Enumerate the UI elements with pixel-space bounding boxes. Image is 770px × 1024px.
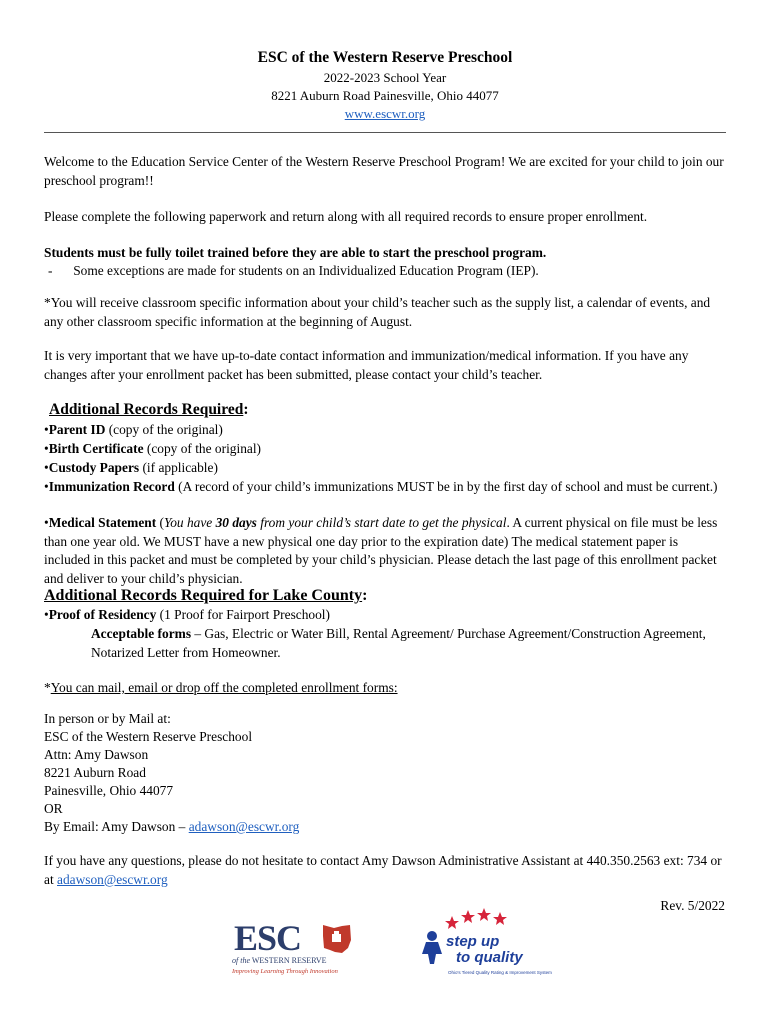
ohio-map-icon	[320, 922, 354, 956]
exception-dash: -	[48, 263, 53, 278]
questions-text: If you have any questions, please do not hesitate to contact Amy Dawson Administrative Assistant at 440.350.2563 ext: 734 or at	[44, 853, 722, 887]
list-item-medical	[44, 514, 726, 588]
divider	[44, 132, 726, 133]
list-item	[44, 421, 726, 440]
paren-open: (	[156, 515, 164, 530]
list-item	[44, 440, 726, 459]
list-item	[44, 478, 726, 497]
welcome-paragraph: Welcome to the Education Service Center of the Western Reserve Preschool Program! We are excited for your child to join our preschool program!!	[44, 154, 724, 188]
mail-note-text: You can mail, email or drop off the completed enrollment forms:	[50, 680, 398, 695]
item-label: Custody Papers	[48, 460, 140, 475]
email-link[interactable]: adawson@escwr.org	[188, 819, 300, 834]
records-heading-colon: :	[243, 401, 249, 418]
medical-rest: . A current physical on file must be less than one year old. We MUST have a new physical one day prior to the expiration date) The medical statement paper is included in this packet and must be completed by your child’s physician. Please detach the last page of this enrollment packet and deliver to your child’s physician.	[44, 515, 718, 586]
lake-county-heading-colon: :	[362, 587, 368, 604]
lake-county-heading-text: Additional Records Required for Lake County	[44, 587, 363, 604]
revision-date: Rev. 5/2022	[660, 898, 725, 913]
address: 8221 Auburn Road Painesville, Ohio 44077	[271, 88, 499, 103]
sutq-tagline: Ohio's Tiered Quality Rating & Improvement System	[448, 970, 552, 975]
item-text: (if applicable)	[139, 460, 218, 475]
italic-text: You have	[163, 515, 216, 530]
exception-text: Some exceptions are made for students on an Individualized Education Program (IEP).	[73, 263, 539, 278]
email-prefix: By Email: Amy Dawson –	[44, 819, 189, 834]
bullet: •	[44, 515, 49, 530]
italic-text: from your child’s start date to get the physical	[256, 515, 507, 530]
sutq-step-up: step up	[446, 933, 500, 950]
item-text: (copy of the original)	[143, 441, 262, 456]
mail-note-star: *	[44, 680, 51, 695]
exception-line	[48, 262, 730, 281]
list-item	[44, 606, 726, 625]
school-year: 2022-2023 School Year	[323, 70, 447, 85]
sutq-to-quality: to quality	[456, 949, 523, 966]
website-link[interactable]: www.escwr.org	[344, 106, 426, 121]
mail-note	[44, 679, 726, 698]
acceptable-forms	[91, 625, 721, 662]
esc-logo-letters: ESC	[234, 918, 302, 958]
forms-label: Acceptable forms	[91, 626, 192, 641]
esc-logo	[232, 920, 362, 980]
esc-logo-tagline: Improving Learning Through Innovation	[232, 968, 338, 975]
bullet: •	[44, 607, 49, 622]
bullet: •	[44, 479, 49, 494]
item-label: Immunization Record	[48, 479, 175, 494]
esc-logo-western-reserve: WESTERN RESERVE	[251, 956, 327, 965]
item-label: Parent ID	[48, 422, 106, 437]
esc-logo-of-the: of the	[232, 956, 250, 965]
mail-line: In person or by Mail at:	[44, 711, 171, 726]
forms-text: – Gas, Electric or Water Bill, Rental Agreement/ Purchase Agreement/Construction Agreement, Notarized Letter from Homeowner.	[91, 626, 706, 660]
questions-email-link[interactable]: adawson@escwr.org	[57, 871, 168, 887]
mail-line: 8221 Auburn Road	[44, 765, 146, 780]
records-heading	[49, 401, 249, 419]
mail-line: ESC of the Western Reserve Preschool	[44, 729, 253, 744]
mail-line: Painesville, Ohio 44077	[44, 783, 174, 798]
item-label: Medical Statement	[48, 515, 157, 530]
paperwork-paragraph: Please complete the following paperwork and return along with all required records to ensure proper enrollment.	[44, 209, 648, 224]
list-item	[44, 459, 726, 478]
bullet: •	[44, 441, 49, 456]
toilet-notice: Students must be fully toilet trained before they are able to start the preschool program.	[44, 245, 547, 260]
contact-info-paragraph: It is very important that we have up-to-date contact information and immunization/medical information. If you have any changes after your enrollment packet has been submitted, please contact your child’s teacher.	[44, 348, 689, 382]
bullet: •	[44, 460, 49, 475]
classroom-info-paragraph: *You will receive classroom specific information about your child’s teacher such as the supply list, a calendar of events, and any other classroom specific information at the beginning of August.	[44, 295, 711, 329]
page-title: ESC of the Western Reserve Preschool	[257, 49, 513, 66]
item-label: Birth Certificate	[48, 441, 144, 456]
records-heading-text: Additional Records Required	[49, 401, 244, 418]
esc-logo-name	[232, 956, 362, 965]
bullet: •	[44, 422, 49, 437]
email-line	[44, 818, 726, 837]
item-text: (copy of the original)	[105, 422, 223, 437]
item-text: (A record of your child’s immunizations MUST be in by the first day of school and must be current.)	[174, 479, 718, 494]
mail-line: OR	[44, 801, 63, 816]
item-label: Proof of Residency	[48, 607, 157, 622]
item-text: (1 Proof for Fairport Preschool)	[156, 607, 330, 622]
italic-bold-days: 30 days	[215, 515, 257, 530]
questions-paragraph	[44, 852, 726, 889]
mail-line: Attn: Amy Dawson	[44, 747, 149, 762]
sutq-logo	[418, 906, 552, 982]
lake-county-heading	[44, 587, 367, 605]
website-line	[0, 106, 770, 122]
